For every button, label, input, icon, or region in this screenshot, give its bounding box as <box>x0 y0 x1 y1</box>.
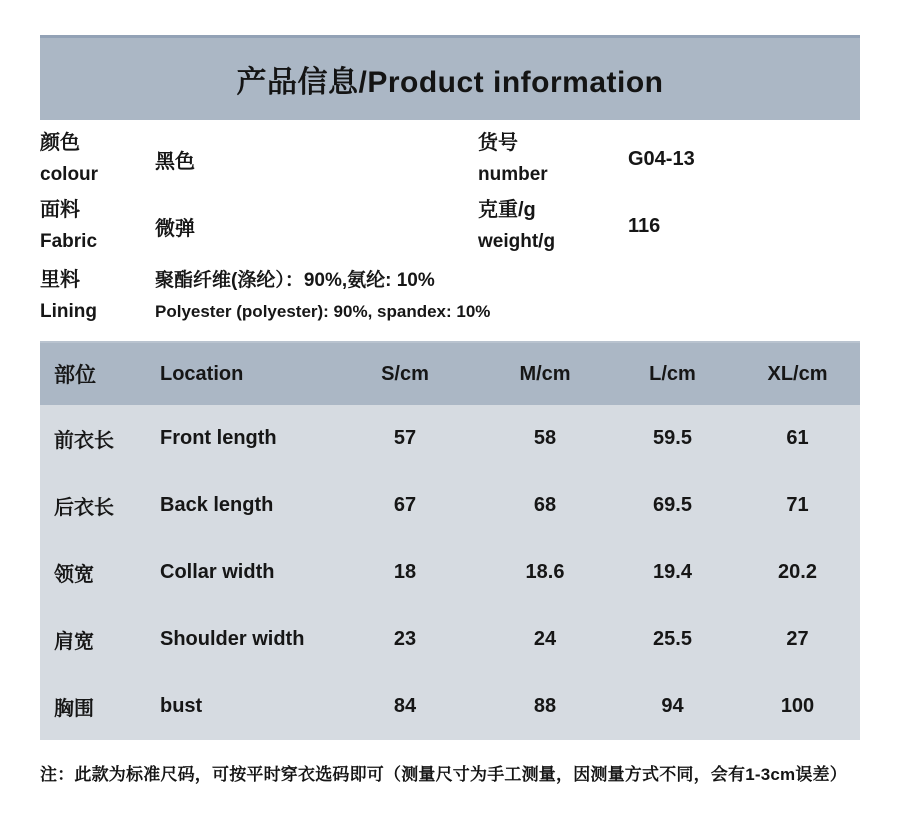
column-header-part: 部位 <box>54 364 96 387</box>
weight-value: 116 <box>628 214 661 237</box>
colour-label-zh: 颜色 <box>40 132 80 154</box>
size-table-header-row <box>40 341 860 405</box>
weight-label-en: weight/g <box>478 231 556 252</box>
cell-l: 69.5 <box>653 494 692 516</box>
cell-part-zh: 后衣长 <box>54 497 114 519</box>
product-info-header <box>40 35 860 120</box>
colour-value: 黑色 <box>155 150 195 173</box>
cell-l: 19.4 <box>653 561 692 583</box>
cell-m: 68 <box>533 494 557 516</box>
weight-label-zh: 克重/g <box>478 199 536 221</box>
cell-location: Front length <box>160 427 277 449</box>
attribute-fabric <box>40 194 478 258</box>
cell-part-zh: 肩宽 <box>54 631 94 653</box>
item-number-label-en: number <box>478 164 548 185</box>
cell-part-zh: 领宽 <box>54 564 94 586</box>
column-header-location: Location <box>160 362 244 385</box>
cell-part-zh: 前衣长 <box>54 430 114 452</box>
column-header-m: M/cm <box>519 362 571 385</box>
cell-s: 67 <box>393 494 417 516</box>
cell-m: 18.6 <box>525 561 565 583</box>
attribute-weight <box>478 194 860 258</box>
table-row-collar-width <box>40 539 860 606</box>
cell-xl: 27 <box>786 628 809 650</box>
attribute-item-number <box>478 127 860 191</box>
lining-label-zh: 里料 <box>40 269 80 291</box>
column-header-xl: XL/cm <box>767 362 828 385</box>
cell-xl: 71 <box>786 494 809 516</box>
attribute-lining <box>40 264 860 328</box>
cell-s: 18 <box>393 561 417 583</box>
cell-location: Back length <box>160 494 274 516</box>
cell-s: 84 <box>393 695 417 717</box>
fabric-label <box>40 194 155 258</box>
cell-m: 24 <box>533 628 557 650</box>
item-number-label <box>478 127 628 191</box>
weight-label <box>478 194 628 258</box>
fabric-label-zh: 面料 <box>40 199 80 221</box>
cell-location: Shoulder width <box>160 628 305 650</box>
measurement-note: 注：此款为标准尺码，可按平时穿衣选码即可（测量尺寸为手工测量，因测量方式不同，会有1-3cm误差） <box>40 765 847 784</box>
column-header-l: L/cm <box>649 362 696 385</box>
lining-label-en: Lining <box>40 301 97 322</box>
cell-s: 23 <box>393 628 417 650</box>
page-title: 产品信息/Product information <box>236 66 664 99</box>
cell-s: 57 <box>393 427 417 449</box>
attribute-colour <box>40 127 478 191</box>
table-row-shoulder-width <box>40 606 860 673</box>
cell-part-zh: 胸围 <box>54 698 94 720</box>
item-number-value: G04-13 <box>628 147 695 170</box>
size-table-body <box>40 405 860 740</box>
cell-location: Collar width <box>160 561 275 583</box>
product-attributes <box>40 120 860 337</box>
lining-value-en: Polyester (polyester): 90%, spandex: 10% <box>155 302 491 321</box>
cell-xl: 100 <box>780 695 815 717</box>
attribute-row-fabric-weight <box>40 193 860 259</box>
colour-label <box>40 127 155 191</box>
cell-m: 88 <box>533 695 557 717</box>
lining-value-zh: 聚酯纤维(涤纶）：90%,氨纶: 10% <box>155 270 435 291</box>
lining-value <box>155 265 490 327</box>
cell-m: 58 <box>533 427 557 449</box>
item-number-label-zh: 货号 <box>478 132 518 154</box>
table-row-bust <box>40 673 860 740</box>
attribute-row-colour-number <box>40 125 860 193</box>
size-table <box>40 341 860 740</box>
cell-location: bust <box>160 695 203 717</box>
cell-l: 59.5 <box>653 427 692 449</box>
cell-xl: 20.2 <box>778 561 817 583</box>
fabric-value: 微弹 <box>155 217 195 240</box>
lining-label <box>40 264 155 328</box>
cell-l: 25.5 <box>653 628 692 650</box>
cell-l: 94 <box>661 695 684 717</box>
table-row-front-length <box>40 405 860 472</box>
colour-label-en: colour <box>40 164 99 185</box>
attribute-row-lining <box>40 259 860 337</box>
fabric-label-en: Fabric <box>40 231 98 252</box>
cell-xl: 61 <box>786 427 809 449</box>
column-header-s: S/cm <box>381 362 429 385</box>
table-row-back-length <box>40 472 860 539</box>
